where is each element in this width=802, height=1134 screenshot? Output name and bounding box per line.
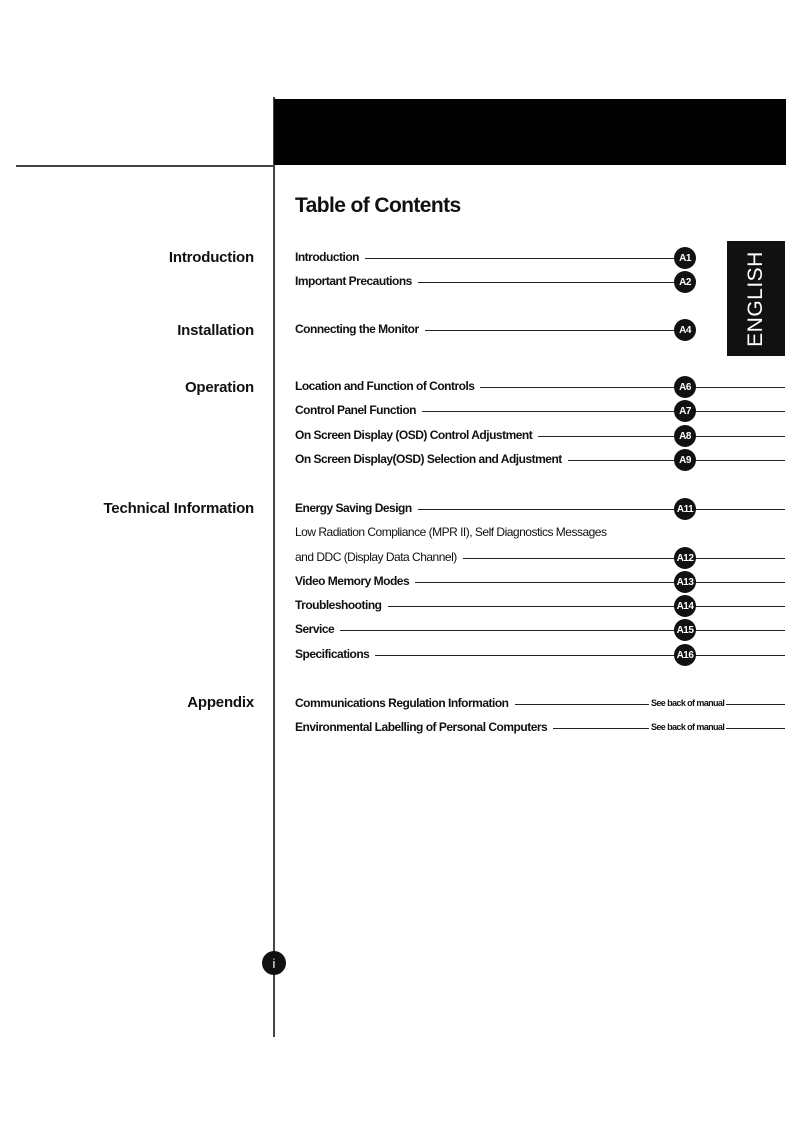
- toc-entry-communications-regulation[interactable]: [295, 694, 785, 714]
- see-back-of-manual-label: See back of manual: [651, 698, 725, 708]
- toc-entry-label: Low Radiation Compliance (MPR II), Self Diagnostics Messages: [295, 525, 612, 539]
- page-title: Table of Contents: [295, 194, 461, 217]
- toc-entry-osd-selection-and-adjustment[interactable]: [295, 450, 785, 470]
- toc-entry-label: Location and Function of Controls: [295, 379, 480, 393]
- toc-entry-control-panel-function[interactable]: [295, 401, 785, 421]
- language-tab: [727, 241, 785, 356]
- vertical-divider: [273, 97, 275, 1037]
- section-heading-operation: Operation: [184, 379, 254, 396]
- toc-entry-label: Introduction: [295, 250, 365, 264]
- toc-entry-location-and-function[interactable]: [295, 377, 785, 397]
- page-number-badge: A6: [674, 376, 696, 398]
- page-number-badge: A1: [674, 247, 696, 269]
- page-number-badge: A12: [674, 547, 696, 569]
- page-number-badge: A7: [674, 400, 696, 422]
- toc-entry-specifications[interactable]: [295, 645, 785, 665]
- toc-entry-label: Specifications: [295, 647, 375, 661]
- toc-entry-label: Energy Saving Design: [295, 501, 418, 515]
- toc-entry-service[interactable]: [295, 620, 785, 640]
- page-number-badge: i: [262, 951, 286, 975]
- toc-entry-label: On Screen Display (OSD) Control Adjustment: [295, 428, 538, 442]
- toc-entry-osd-control-adjustment[interactable]: [295, 426, 785, 446]
- header-bar: [274, 99, 786, 165]
- page-number-badge: A11: [674, 498, 696, 520]
- header-rule: [16, 165, 274, 167]
- toc-entry-label: On Screen Display(OSD) Selection and Adjustment: [295, 452, 568, 466]
- page-number-badge: A4: [674, 319, 696, 341]
- toc-entry-label: Environmental Labelling of Personal Computers: [295, 720, 553, 734]
- section-heading-introduction: Introduction: [168, 249, 254, 266]
- page-number-badge: A2: [674, 271, 696, 293]
- page-number-badge: A13: [674, 571, 696, 593]
- page-number-badge: A8: [674, 425, 696, 447]
- section-heading-appendix: Appendix: [187, 694, 254, 711]
- toc-entry-introduction[interactable]: [295, 248, 691, 268]
- toc-entry-label: Communications Regulation Information: [295, 696, 515, 710]
- toc-entry-important-precautions[interactable]: [295, 272, 691, 292]
- toc-entry-environmental-labelling[interactable]: [295, 718, 785, 738]
- toc-entry-label: Connecting the Monitor: [295, 322, 425, 336]
- toc-entry-label: Control Panel Function: [295, 403, 422, 417]
- toc-entry-label: and DDC (Display Data Channel): [295, 550, 463, 564]
- toc-entry-label: Important Precautions: [295, 274, 418, 288]
- toc-entry-ddc[interactable]: [295, 548, 785, 568]
- toc-entry-label: Service: [295, 622, 340, 636]
- see-back-of-manual-label: See back of manual: [651, 722, 725, 732]
- page-number-badge: A14: [674, 595, 696, 617]
- page-number-badge: A16: [674, 644, 696, 666]
- language-tab-label: ENGLISH: [744, 250, 768, 347]
- toc-entry-connecting-the-monitor[interactable]: [295, 320, 691, 340]
- toc-entry-low-radiation-compliance[interactable]: [295, 523, 785, 543]
- page-number-badge: A15: [674, 619, 696, 641]
- section-heading-installation: Installation: [177, 322, 254, 339]
- page-number-badge: A9: [674, 449, 696, 471]
- toc-entry-energy-saving-design[interactable]: [295, 499, 785, 519]
- toc-entry-label: Troubleshooting: [295, 598, 388, 612]
- toc-entry-label: Video Memory Modes: [295, 574, 415, 588]
- toc-entry-video-memory-modes[interactable]: [295, 572, 785, 592]
- section-heading-technical-information: Technical Information: [103, 500, 254, 517]
- toc-entry-troubleshooting[interactable]: [295, 596, 785, 616]
